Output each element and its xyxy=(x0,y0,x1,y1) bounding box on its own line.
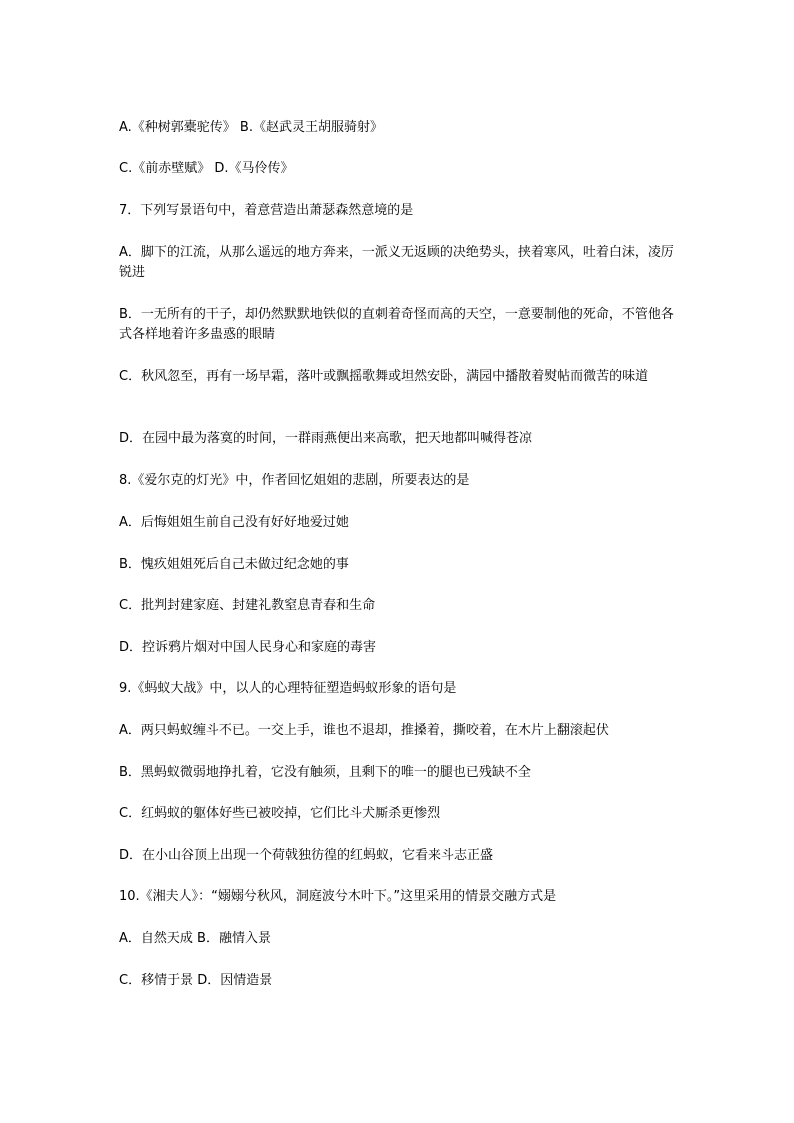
q9-option-b: B．黑蚂蚁微弱地挣扎着，它没有触须，且剩下的唯一的腿也已残缺不全 xyxy=(119,765,531,780)
q9-option-a: A．两只蚂蚁缠斗不已。一交上手，谁也不退却，推搡着，撕咬着，在木片上翻滚起伏 xyxy=(119,723,609,738)
q6-options-cd: C.《前赤壁赋》 D.《马伶传》 xyxy=(119,161,294,176)
q9-option-c: C．红蚂蚁的躯体好些已被咬掉，它们比斗犬厮杀更惨烈 xyxy=(119,806,441,821)
q7-option-c: C．秋风忽至，再有一场早霜，落叶或飘摇歌舞或坦然安卧，满园中播散着熨帖而微苦的味道 xyxy=(119,369,649,384)
q8-option-d: D．控诉鸦片烟对中国人民身心和家庭的毒害 xyxy=(119,640,377,655)
q8-option-a: A．后悔姐姐生前自己没有好好地爱过她 xyxy=(119,515,349,530)
q7-option-d: D．在园中最为落寞的时间，一群雨燕便出来高歌，把天地都叫喊得苍凉 xyxy=(119,431,533,446)
q8-question: 8.《爱尔克的灯光》中，作者回忆姐姐的悲剧，所要表达的是 xyxy=(119,473,470,488)
q6-options-ab: A.《种树郭橐驼传》 B.《赵武灵王胡服骑射》 xyxy=(119,120,383,135)
q7-option-a: A．脚下的江流，从那么遥远的地方奔来，一派义无返顾的决绝势头，挟着寒风，吐着白沫，凌厉锐进 xyxy=(119,245,674,280)
q10-options-cd: C．移情于景 D．因情造景 xyxy=(119,973,273,988)
q7-option-b: B．一无所有的干子，却仍然默默地铁似的直刺着奇怪而高的天空，一意要制他的死命，不管他各式各样地着许多蛊惑的眼睛 xyxy=(119,307,674,342)
q9-option-d: D．在小山谷顶上出现一个荷戟独彷徨的红蚂蚁，它看来斗志正盛 xyxy=(119,848,494,863)
q9-question: 9.《蚂蚁大战》中，以人的心理特征塑造蚂蚁形象的语句是 xyxy=(119,681,457,696)
q8-option-b: B．愧疚姐姐死后自己未做过纪念她的事 xyxy=(119,557,349,572)
q10-question: 10.《湘夫人》：“嫋嫋兮秋风，洞庭波兮木叶下。”这里采用的情景交融方式是 xyxy=(119,889,557,904)
q7-question: 7．下列写景语句中，着意营造出萧瑟森然意境的是 xyxy=(119,203,414,218)
q8-option-c: C．批判封建家庭、封建礼教窒息青春和生命 xyxy=(119,598,376,613)
q10-options-ab: A．自然天成 B．融情入景 xyxy=(119,931,271,946)
